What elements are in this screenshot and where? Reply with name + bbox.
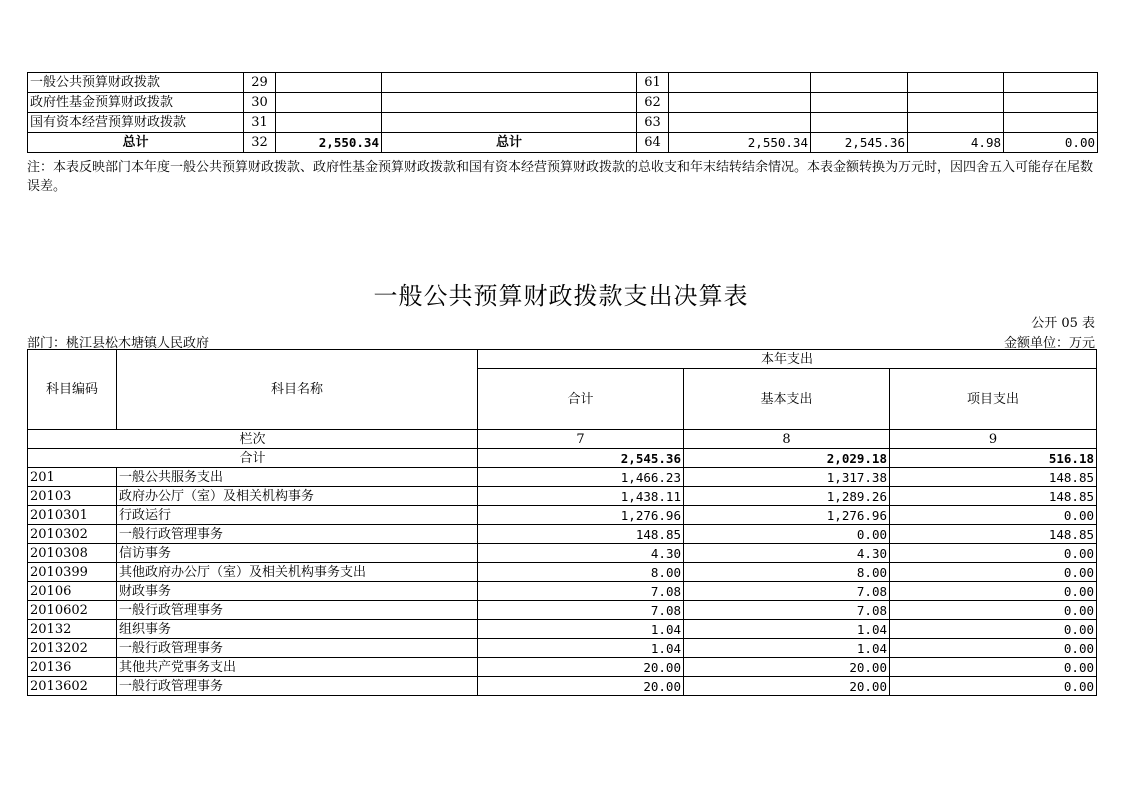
row-project: 0.00 <box>890 506 1097 525</box>
row-value-3: 4.98 <box>908 133 1004 153</box>
row-name: 一般行政管理事务 <box>117 525 478 544</box>
table-row <box>28 677 1097 696</box>
income-expense-row <box>28 113 1098 133</box>
row-value-1 <box>669 73 811 93</box>
row-total: 1.04 <box>478 620 684 639</box>
column-number-row <box>28 430 1097 449</box>
row-code: 2010301 <box>28 506 117 525</box>
row-total: 148.85 <box>478 525 684 544</box>
table-row <box>28 525 1097 544</box>
row-value-2 <box>811 73 908 93</box>
row-basic: 8.00 <box>684 563 890 582</box>
table-row <box>28 601 1097 620</box>
row-name: 政府办公厅（室）及相关机构事务 <box>117 487 478 506</box>
row-code: 201 <box>28 468 117 487</box>
row-code: 20106 <box>28 582 117 601</box>
row-number: 31 <box>244 113 276 133</box>
row-name: 财政事务 <box>117 582 478 601</box>
row-value-4 <box>1004 93 1098 113</box>
row-code: 2010308 <box>28 544 117 563</box>
row-right-label <box>382 93 637 113</box>
row-total: 1,466.23 <box>478 468 684 487</box>
row-name: 一般行政管理事务 <box>117 677 478 696</box>
row-project: 0.00 <box>890 639 1097 658</box>
row-basic: 1,276.96 <box>684 506 890 525</box>
page-title: 一般公共预算财政拨款支出决算表 <box>373 282 749 310</box>
row-basic: 1,317.38 <box>684 468 890 487</box>
income-expense-row <box>28 73 1098 93</box>
header-code: 科目编码 <box>28 350 117 430</box>
row-name: 总计 <box>28 133 244 153</box>
row-value-4 <box>1004 113 1098 133</box>
row-value-3 <box>908 113 1004 133</box>
header-basic: 基本支出 <box>684 369 890 430</box>
row-right-number: 64 <box>637 133 669 153</box>
row-name: 一般公共服务支出 <box>117 468 478 487</box>
row-total: 1.04 <box>478 639 684 658</box>
table-row <box>28 468 1097 487</box>
row-value-2: 2,545.36 <box>811 133 908 153</box>
row-code: 20132 <box>28 620 117 639</box>
row-right-number: 61 <box>637 73 669 93</box>
row-number: 29 <box>244 73 276 93</box>
row-name: 政府性基金预算财政拨款 <box>28 93 244 113</box>
row-project: 148.85 <box>890 525 1097 544</box>
row-name: 国有资本经营预算财政拨款 <box>28 113 244 133</box>
row-basic: 1.04 <box>684 620 890 639</box>
row-name: 组织事务 <box>117 620 478 639</box>
table-row <box>28 620 1097 639</box>
header-group: 本年支出 <box>478 350 1097 369</box>
column-number-9: 9 <box>890 430 1097 449</box>
row-code: 2010302 <box>28 525 117 544</box>
expenditure-table-body <box>28 468 1097 696</box>
row-amount: 2,550.34 <box>276 133 382 153</box>
row-total: 8.00 <box>478 563 684 582</box>
row-name: 一般公共预算财政拨款 <box>28 73 244 93</box>
row-total: 1,276.96 <box>478 506 684 525</box>
sum-label: 合计 <box>28 449 478 468</box>
row-project: 0.00 <box>890 677 1097 696</box>
row-amount <box>276 113 382 133</box>
row-value-2 <box>811 113 908 133</box>
row-value-4: 0.00 <box>1004 133 1098 153</box>
row-project: 148.85 <box>890 487 1097 506</box>
table-note: 注：本表反映部门本年度一般公共预算财政拨款、政府性基金预算财政拨款和国有资本经营预算财政拨款的总收支和年末结转结余情况。本表金额转换为万元时，因四舍五入可能存在尾数误差。 <box>27 160 1094 194</box>
income-expense-row <box>28 133 1098 153</box>
row-code: 20103 <box>28 487 117 506</box>
table-row <box>28 506 1097 525</box>
row-name: 行政运行 <box>117 506 478 525</box>
row-total: 20.00 <box>478 658 684 677</box>
row-number: 32 <box>244 133 276 153</box>
row-project: 0.00 <box>890 658 1097 677</box>
row-code: 2010602 <box>28 601 117 620</box>
sum-total: 2,545.36 <box>478 449 684 468</box>
table-row <box>28 658 1097 677</box>
sum-row <box>28 449 1097 468</box>
expenditure-table <box>27 349 1097 696</box>
row-value-1 <box>669 93 811 113</box>
row-right-label <box>382 113 637 133</box>
income-expense-table <box>27 72 1098 153</box>
header-name: 科目名称 <box>117 350 478 430</box>
row-total: 4.30 <box>478 544 684 563</box>
column-number-7: 7 <box>478 430 684 449</box>
row-right-number: 62 <box>637 93 669 113</box>
row-basic: 7.08 <box>684 601 890 620</box>
row-value-4 <box>1004 73 1098 93</box>
row-code: 2013602 <box>28 677 117 696</box>
row-project: 0.00 <box>890 601 1097 620</box>
row-amount <box>276 93 382 113</box>
row-value-1: 2,550.34 <box>669 133 811 153</box>
row-project: 148.85 <box>890 468 1097 487</box>
table-row <box>28 582 1097 601</box>
row-name: 其他政府办公厅（室）及相关机构事务支出 <box>117 563 478 582</box>
row-amount <box>276 73 382 93</box>
row-right-label: 总计 <box>382 133 637 153</box>
row-value-1 <box>669 113 811 133</box>
row-value-3 <box>908 73 1004 93</box>
row-basic: 20.00 <box>684 677 890 696</box>
column-number-label: 栏次 <box>28 430 478 449</box>
row-project: 0.00 <box>890 563 1097 582</box>
row-basic: 1,289.26 <box>684 487 890 506</box>
row-code: 20136 <box>28 658 117 677</box>
header-row-1 <box>28 350 1097 369</box>
row-basic: 20.00 <box>684 658 890 677</box>
row-total: 7.08 <box>478 582 684 601</box>
row-name: 信访事务 <box>117 544 478 563</box>
row-total: 1,438.11 <box>478 487 684 506</box>
row-basic: 1.04 <box>684 639 890 658</box>
row-total: 20.00 <box>478 677 684 696</box>
row-total: 7.08 <box>478 601 684 620</box>
department-label: 部门：桃江县松木塘镇人民政府 <box>27 336 210 351</box>
table-row <box>28 563 1097 582</box>
row-project: 0.00 <box>890 582 1097 601</box>
row-project: 0.00 <box>890 544 1097 563</box>
column-number-8: 8 <box>684 430 890 449</box>
row-value-2 <box>811 93 908 113</box>
row-right-label <box>382 73 637 93</box>
row-value-3 <box>908 93 1004 113</box>
row-basic: 7.08 <box>684 582 890 601</box>
row-name: 其他共产党事务支出 <box>117 658 478 677</box>
unit-label: 金额单位：万元 <box>1003 336 1095 351</box>
sum-basic: 2,029.18 <box>684 449 890 468</box>
row-basic: 4.30 <box>684 544 890 563</box>
row-name: 一般行政管理事务 <box>117 639 478 658</box>
table-row <box>28 544 1097 563</box>
sum-project: 516.18 <box>890 449 1097 468</box>
income-expense-row <box>28 93 1098 113</box>
table-row <box>28 639 1097 658</box>
form-number: 公开 05 表 <box>1031 316 1095 331</box>
row-right-number: 63 <box>637 113 669 133</box>
header-total: 合计 <box>478 369 684 430</box>
header-project: 项目支出 <box>890 369 1097 430</box>
row-project: 0.00 <box>890 620 1097 639</box>
row-number: 30 <box>244 93 276 113</box>
row-code: 2013202 <box>28 639 117 658</box>
row-name: 一般行政管理事务 <box>117 601 478 620</box>
income-expense-table-body <box>28 73 1098 153</box>
row-basic: 0.00 <box>684 525 890 544</box>
row-code: 2010399 <box>28 563 117 582</box>
table-row <box>28 487 1097 506</box>
